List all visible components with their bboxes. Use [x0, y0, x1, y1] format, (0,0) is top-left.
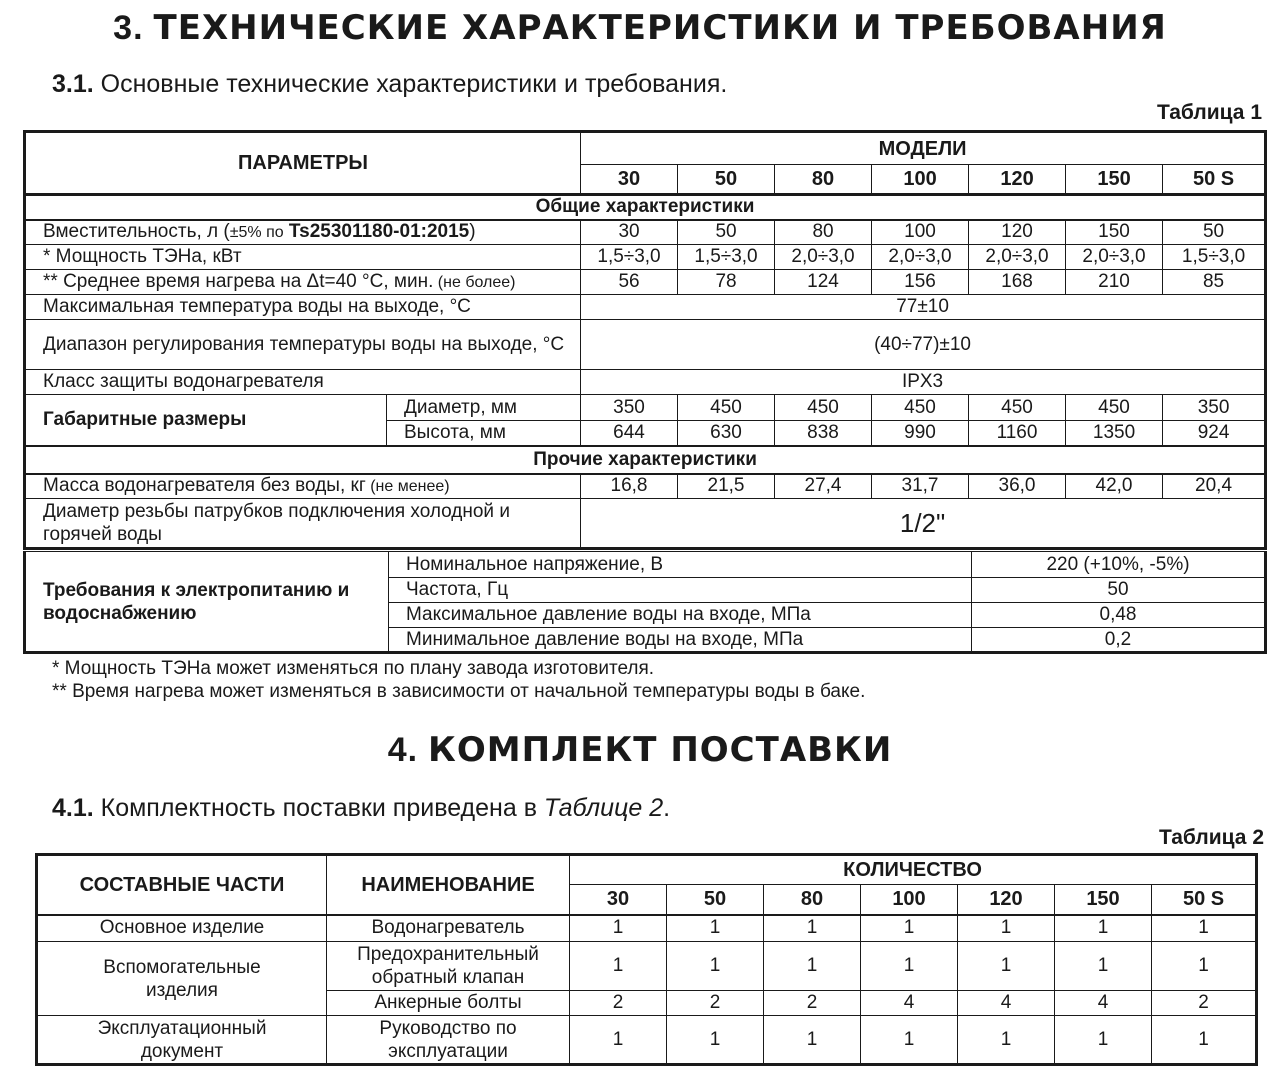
model-cell: 50 [667, 885, 764, 915]
height-value: 838 [775, 421, 872, 446]
qty-value: 2 [764, 991, 861, 1016]
power-value: 2,0÷3,0 [1066, 245, 1163, 270]
valve-name: Предохранительный обратный клапан [327, 942, 570, 991]
qty-value: 1 [570, 915, 667, 942]
requirement-value: 0,2 [972, 628, 1266, 653]
section-3-number: 3. [113, 9, 144, 47]
model-cell: 50 S [1152, 885, 1257, 915]
requirement-value: 50 [972, 578, 1266, 603]
protection-label: Класс защиты водонагревателя [25, 370, 581, 395]
doc-part: Эксплуатационный документ [37, 1016, 327, 1065]
aux-part: Вспомогательные изделия [37, 942, 327, 1016]
qty-value: 4 [958, 991, 1055, 1016]
mass-label: Масса водонагревателя без воды, кг (не менее) [25, 474, 581, 499]
section-4-1-heading [52, 794, 670, 823]
height-value: 644 [581, 421, 678, 446]
capacity-value: 100 [872, 220, 969, 245]
model-cell: 80 [764, 885, 861, 915]
qty-value: 1 [1152, 942, 1257, 991]
heat-time-value: 124 [775, 270, 872, 295]
footnote-2: ** Время нагрева может изменяться в зависимости от начальной температуры воды в баке. [52, 681, 866, 702]
section-4-heading [0, 730, 1280, 770]
protection-row [25, 370, 1266, 395]
heat-time-value: 168 [969, 270, 1066, 295]
qty-header: КОЛИЧЕСТВО [570, 855, 1257, 885]
section-general-row [25, 195, 1266, 220]
power-value: 2,0÷3,0 [775, 245, 872, 270]
diameter-label: Диаметр, мм [387, 395, 581, 421]
section-3-title: ТЕХНИЧЕСКИЕ ХАРАКТЕРИСТИКИ И ТРЕБОВАНИЯ [153, 8, 1167, 48]
main-name: Водонагреватель [327, 915, 570, 942]
diameter-value: 450 [1066, 395, 1163, 421]
model-cell: 120 [969, 165, 1066, 195]
doc-row [37, 1016, 1257, 1065]
qty-value: 1 [764, 915, 861, 942]
diameter-value: 450 [775, 395, 872, 421]
section-other-label: Прочие характеристики [25, 446, 1266, 474]
capacity-value: 30 [581, 220, 678, 245]
power-row [25, 245, 1266, 270]
qty-value: 1 [861, 915, 958, 942]
thread-row [25, 499, 1266, 549]
qty-value: 1 [1055, 915, 1152, 942]
heat-time-value: 156 [872, 270, 969, 295]
table-2 [35, 853, 1258, 1066]
model-cell: 30 [581, 165, 678, 195]
diameter-value: 450 [872, 395, 969, 421]
model-cell: 150 [1066, 165, 1163, 195]
heat-time-label: ** Среднее время нагрева на Δt=40 °C, мин. (не более) [25, 270, 581, 295]
power-value: 2,0÷3,0 [969, 245, 1066, 270]
capacity-label: Вместительность, л (±5% по Ts25301180-01:2015) [25, 220, 581, 245]
qty-value: 1 [1152, 915, 1257, 942]
heat-time-value: 210 [1066, 270, 1163, 295]
capacity-row [25, 220, 1266, 245]
power-value: 1,5÷3,0 [581, 245, 678, 270]
mass-value: 20,4 [1163, 474, 1266, 499]
section-other-row [25, 446, 1266, 474]
height-value: 1160 [969, 421, 1066, 446]
heat-time-value: 85 [1163, 270, 1266, 295]
section-4-1-title: Комплектность поставки приведена в Таблице 2. [100, 794, 671, 822]
thread-value: 1/2" [581, 499, 1266, 549]
power-value: 1,5÷3,0 [1163, 245, 1266, 270]
max-temp-value: 77±10 [581, 295, 1266, 320]
requirement-value: 0,48 [972, 603, 1266, 628]
diameter-value: 450 [969, 395, 1066, 421]
model-cell: 50 [678, 165, 775, 195]
mass-value: 42,0 [1066, 474, 1163, 499]
section-4-1-number: 4.1. [52, 794, 94, 822]
section-3-1-heading [52, 70, 727, 99]
height-value: 1350 [1066, 421, 1163, 446]
model-cell: 30 [570, 885, 667, 915]
diameter-row [25, 395, 1266, 421]
params-header: ПАРАМЕТРЫ [25, 132, 581, 195]
height-value: 924 [1163, 421, 1266, 446]
max-temp-row [25, 295, 1266, 320]
main-part: Основное изделие [37, 915, 327, 942]
temp-range-row [25, 320, 1266, 370]
qty-value: 1 [570, 942, 667, 991]
section-4-number: 4. [387, 731, 419, 769]
capacity-value: 80 [775, 220, 872, 245]
model-cell: 100 [872, 165, 969, 195]
height-label: Высота, мм [387, 421, 581, 446]
model-cell: 150 [1055, 885, 1152, 915]
section-general-label: Общие характеристики [25, 195, 1266, 220]
capacity-value: 50 [1163, 220, 1266, 245]
diameter-value: 450 [678, 395, 775, 421]
power-value: 1,5÷3,0 [678, 245, 775, 270]
qty-value: 4 [861, 991, 958, 1016]
qty-value: 1 [958, 915, 1055, 942]
mass-row [25, 474, 1266, 499]
mass-value: 27,4 [775, 474, 872, 499]
table-1-header-row [25, 132, 1266, 165]
mass-value: 16,8 [581, 474, 678, 499]
qty-value: 1 [764, 942, 861, 991]
capacity-value: 50 [678, 220, 775, 245]
table-2-caption: Таблица 2 [1158, 826, 1264, 849]
height-value: 630 [678, 421, 775, 446]
diameter-value: 350 [1163, 395, 1266, 421]
qty-value: 1 [958, 1016, 1055, 1065]
bolts-name: Анкерные болты [327, 991, 570, 1016]
table-2-header-row [37, 855, 1257, 885]
parts-header: СОСТАВНЫЕ ЧАСТИ [37, 855, 327, 915]
dimensions-label: Габаритные размеры [25, 395, 387, 446]
table-1-requirements [23, 551, 1267, 654]
requirement-value: 220 (+10%, -5%) [972, 552, 1266, 578]
qty-value: 1 [1055, 1016, 1152, 1065]
section-3-1-number: 3.1. [52, 70, 94, 98]
requirement-label: Номинальное напряжение, В [389, 552, 972, 578]
qty-value: 2 [570, 991, 667, 1016]
qty-value: 1 [667, 915, 764, 942]
mass-value: 31,7 [872, 474, 969, 499]
qty-value: 1 [861, 1016, 958, 1065]
qty-value: 4 [1055, 991, 1152, 1016]
table-1 [23, 130, 1267, 550]
requirement-label: Частота, Гц [389, 578, 972, 603]
temp-range-value: (40÷77)±10 [581, 320, 1266, 370]
thread-label: Диаметр резьбы патрубков подключения холодной и горячей воды [25, 499, 581, 549]
heat-time-value: 78 [678, 270, 775, 295]
capacity-value: 120 [969, 220, 1066, 245]
heat-time-row [25, 270, 1266, 295]
section-3-heading [0, 8, 1280, 48]
qty-value: 2 [667, 991, 764, 1016]
diameter-value: 350 [581, 395, 678, 421]
requirement-label: Минимальное давление воды на входе, МПа [389, 628, 972, 653]
qty-value: 2 [1152, 991, 1257, 1016]
max-temp-label: Максимальная температура воды на выходе, °C [25, 295, 581, 320]
mass-value: 36,0 [969, 474, 1066, 499]
protection-value: IPX3 [581, 370, 1266, 395]
main-row [37, 915, 1257, 942]
qty-value: 1 [667, 1016, 764, 1065]
requirement-label: Максимальное давление воды на входе, МПа [389, 603, 972, 628]
qty-value: 1 [958, 942, 1055, 991]
height-value: 990 [872, 421, 969, 446]
doc-name: Руководство по эксплуатации [327, 1016, 570, 1065]
qty-value: 1 [667, 942, 764, 991]
requirements-label: Требования к электропитанию и водоснабжению [25, 552, 389, 653]
model-cell: 50 S [1163, 165, 1266, 195]
qty-value: 1 [861, 942, 958, 991]
models-header: МОДЕЛИ [581, 132, 1266, 165]
table-1-caption: Таблица 1 [1156, 101, 1262, 124]
requirements-row [25, 552, 1266, 578]
mass-value: 21,5 [678, 474, 775, 499]
heat-time-value: 56 [581, 270, 678, 295]
qty-value: 1 [1152, 1016, 1257, 1065]
model-cell: 120 [958, 885, 1055, 915]
temp-range-label: Диапазон регулирования температуры воды на выходе, °C [25, 320, 581, 370]
section-4-title: КОМПЛЕКТ ПОСТАВКИ [428, 730, 893, 770]
model-cell: 80 [775, 165, 872, 195]
qty-value: 1 [1055, 942, 1152, 991]
model-cell: 100 [861, 885, 958, 915]
footnote-1: * Мощность ТЭНа может изменяться по плану завода изготовителя. [52, 658, 655, 679]
power-label: * Мощность ТЭНа, кВт [25, 245, 581, 270]
qty-value: 1 [570, 1016, 667, 1065]
section-3-1-title: Основные технические характеристики и требования. [100, 70, 728, 98]
valve-row [37, 942, 1257, 991]
power-value: 2,0÷3,0 [872, 245, 969, 270]
name-header: НАИМЕНОВАНИЕ [327, 855, 570, 915]
capacity-value: 150 [1066, 220, 1163, 245]
qty-value: 1 [764, 1016, 861, 1065]
